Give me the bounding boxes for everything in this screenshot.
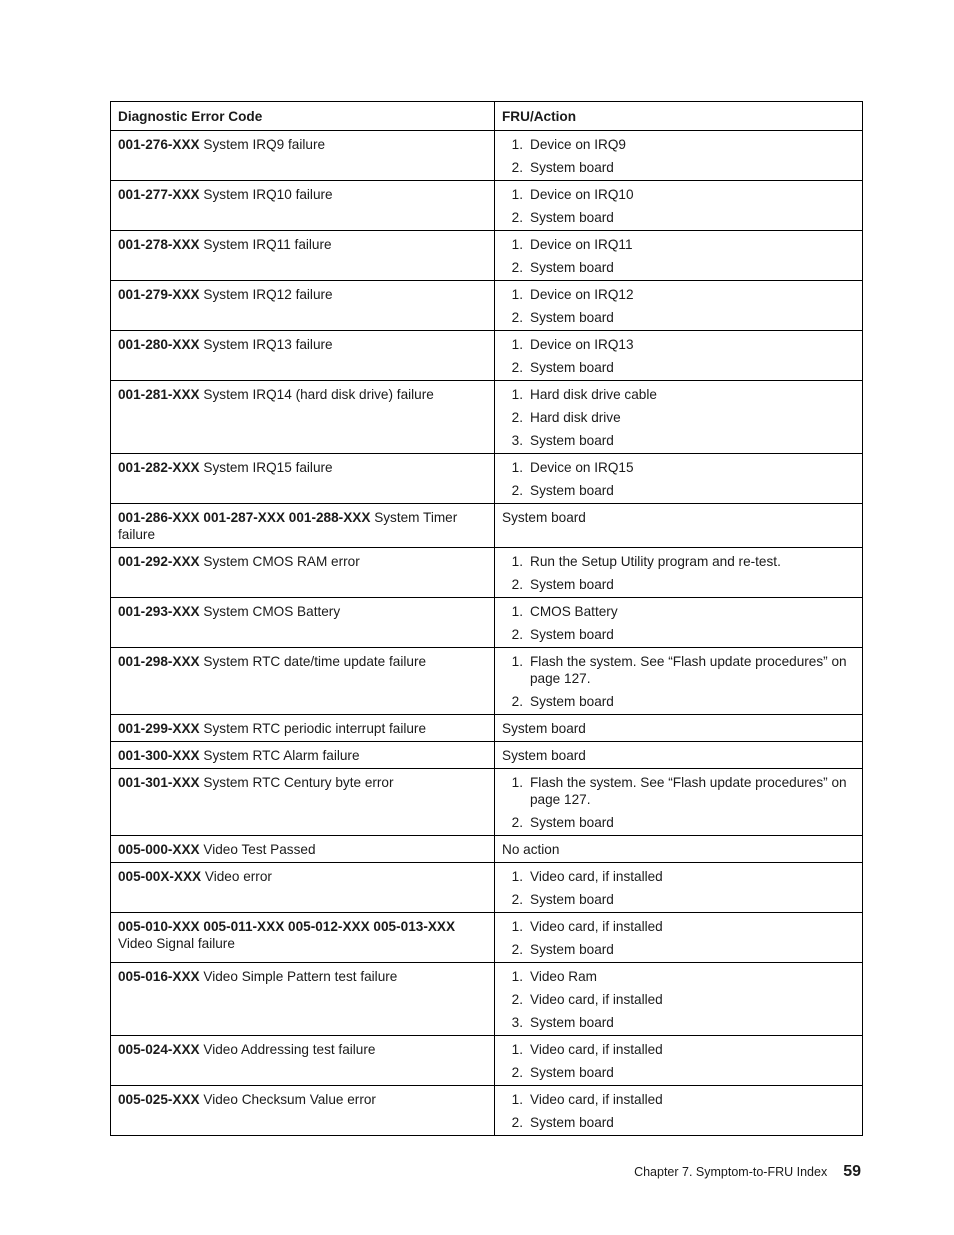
fru-action-item (502, 693, 855, 710)
table-row (111, 598, 863, 648)
table-row (111, 913, 863, 963)
fru-action-text: Video card, if installed (530, 919, 663, 934)
error-code: 001-279-XXX (118, 287, 200, 302)
fru-action-text: System board (502, 721, 586, 736)
error-code: 005-000-XXX (118, 842, 200, 857)
table-row (111, 231, 863, 281)
table-row (111, 1086, 863, 1136)
list-number: 2. (511, 942, 523, 957)
table-header-row (111, 102, 863, 131)
error-description: Video Simple Pattern test failure (203, 969, 398, 984)
fru-action-text: System board (530, 815, 614, 830)
fru-action-item (502, 209, 855, 226)
fru-action-list (502, 136, 855, 176)
list-number: 1. (511, 554, 523, 569)
list-number: 1. (511, 969, 523, 984)
table-row (111, 863, 863, 913)
error-code-cell (111, 231, 495, 281)
list-number: 1. (511, 869, 523, 884)
fru-action-list (502, 186, 855, 226)
fru-action-text: System board (530, 483, 614, 498)
error-description: Video error (204, 869, 272, 884)
list-number: 1. (511, 604, 523, 619)
fru-action-text: Flash the system. See “Flash update procedures” on page 127. (530, 654, 847, 686)
list-number: 2. (511, 694, 523, 709)
list-number: 2. (511, 310, 523, 325)
fru-action-text: System board (530, 210, 614, 225)
fru-action-text: No action (502, 842, 560, 857)
error-code-cell (111, 548, 495, 598)
list-number: 2. (511, 360, 523, 375)
error-code-cell (111, 836, 495, 863)
fru-action-item (502, 968, 855, 985)
fru-action-item (502, 1114, 855, 1131)
fru-action-item (502, 1041, 855, 1058)
error-description: System IRQ13 failure (203, 337, 333, 352)
error-code: 001-298-XXX (118, 654, 200, 669)
error-code-cell (111, 381, 495, 454)
table-row (111, 281, 863, 331)
table-body (111, 131, 863, 1136)
fru-action-item (502, 891, 855, 908)
error-code: 001-276-XXX (118, 137, 200, 152)
list-number: 2. (511, 992, 523, 1007)
fru-action-item (502, 286, 855, 303)
fru-action-cell (495, 742, 863, 769)
table-row (111, 504, 863, 548)
error-code: 005-00X-XXX (118, 869, 202, 884)
fru-action-text: System board (530, 160, 614, 175)
fru-action-item (502, 1064, 855, 1081)
fru-action-cell (495, 598, 863, 648)
fru-action-cell (495, 381, 863, 454)
list-number: 3. (511, 1015, 523, 1030)
page-footer (634, 1163, 861, 1181)
error-description: System RTC Alarm failure (203, 748, 360, 763)
fru-action-text: System board (530, 1115, 614, 1130)
fru-action-item (502, 459, 855, 476)
error-description: System RTC date/time update failure (203, 654, 427, 669)
fru-action-cell (495, 769, 863, 836)
fru-action-list (502, 386, 855, 449)
fru-action-text: Device on IRQ12 (530, 287, 634, 302)
fru-action-item (502, 482, 855, 499)
error-code-cell (111, 913, 495, 963)
table-row (111, 381, 863, 454)
table-row (111, 131, 863, 181)
list-number: 1. (511, 337, 523, 352)
fru-action-item (502, 868, 855, 885)
fru-action-cell (495, 331, 863, 381)
error-code: 001-301-XXX (118, 775, 200, 790)
error-code-table (110, 101, 863, 1136)
table-row (111, 454, 863, 504)
fru-action-list (502, 336, 855, 376)
error-code-cell (111, 1036, 495, 1086)
error-code: 001-299-XXX (118, 721, 200, 736)
chapter-title: Chapter 7. Symptom-to-FRU Index (634, 1165, 828, 1179)
error-code: 005-010-XXX 005-011-XXX 005-012-XXX 005-013-XXX (118, 919, 456, 934)
fru-action-cell (495, 454, 863, 504)
fru-action-cell (495, 231, 863, 281)
error-code: 001-292-XXX (118, 554, 200, 569)
error-code-cell (111, 742, 495, 769)
table-row (111, 836, 863, 863)
column-header-fru-action: FRU/Action (495, 102, 863, 131)
table-row (111, 769, 863, 836)
fru-action-text: Video Ram (530, 969, 597, 984)
fru-action-item (502, 653, 855, 687)
list-number: 1. (511, 387, 523, 402)
error-code: 005-016-XXX (118, 969, 200, 984)
error-code: 001-281-XXX (118, 387, 200, 402)
error-code: 001-286-XXX 001-287-XXX 001-288-XXX (118, 510, 371, 525)
table-row (111, 648, 863, 715)
fru-action-cell (495, 913, 863, 963)
error-code: 001-277-XXX (118, 187, 200, 202)
table-row (111, 331, 863, 381)
fru-action-text: Video card, if installed (530, 1092, 663, 1107)
error-code-cell (111, 281, 495, 331)
fru-action-cell (495, 863, 863, 913)
fru-action-item (502, 359, 855, 376)
error-code-cell (111, 331, 495, 381)
fru-action-cell (495, 504, 863, 548)
fru-action-text: Hard disk drive (530, 410, 621, 425)
list-number: 1. (511, 137, 523, 152)
fru-action-item (502, 309, 855, 326)
fru-action-text: Device on IRQ9 (530, 137, 626, 152)
list-number: 2. (511, 260, 523, 275)
error-code-cell (111, 131, 495, 181)
list-number: 2. (511, 210, 523, 225)
fru-action-item (502, 553, 855, 570)
error-code-cell (111, 181, 495, 231)
error-description: System IRQ14 (hard disk drive) failure (203, 387, 434, 402)
error-code-cell (111, 769, 495, 836)
list-number: 2. (511, 1115, 523, 1130)
error-description: System CMOS Battery (203, 604, 341, 619)
error-description: Video Checksum Value error (203, 1092, 376, 1107)
error-description: System IRQ11 failure (203, 237, 332, 252)
fru-action-list (502, 868, 855, 908)
fru-action-cell (495, 648, 863, 715)
fru-action-text: System board (530, 577, 614, 592)
fru-action-item (502, 186, 855, 203)
table-row (111, 963, 863, 1036)
list-number: 1. (511, 237, 523, 252)
fru-action-item (502, 941, 855, 958)
fru-action-text: Device on IRQ11 (530, 237, 633, 252)
fru-action-item (502, 626, 855, 643)
list-number: 2. (511, 627, 523, 642)
fru-action-text: Device on IRQ13 (530, 337, 634, 352)
fru-action-item (502, 576, 855, 593)
list-number: 1. (511, 1092, 523, 1107)
fru-action-list (502, 774, 855, 831)
error-code-cell (111, 715, 495, 742)
fru-action-item (502, 336, 855, 353)
error-code: 005-025-XXX (118, 1092, 200, 1107)
fru-action-list (502, 653, 855, 710)
error-code: 001-282-XXX (118, 460, 200, 475)
fru-action-cell (495, 963, 863, 1036)
fru-action-item (502, 918, 855, 935)
fru-action-cell (495, 131, 863, 181)
error-description: System Timer failure (118, 510, 458, 542)
fru-action-text: System board (530, 433, 614, 448)
list-number: 1. (511, 187, 523, 202)
fru-action-cell (495, 1086, 863, 1136)
fru-action-item (502, 1014, 855, 1031)
fru-action-item (502, 774, 855, 808)
fru-action-item (502, 136, 855, 153)
fru-action-text: System board (530, 310, 614, 325)
error-code: 005-024-XXX (118, 1042, 200, 1057)
error-code-cell (111, 598, 495, 648)
fru-action-text: System board (530, 1015, 614, 1030)
fru-action-text: System board (530, 694, 614, 709)
table-row (111, 548, 863, 598)
fru-action-text: Video card, if installed (530, 992, 663, 1007)
error-description: Video Test Passed (203, 842, 316, 857)
error-code-cell (111, 504, 495, 548)
fru-action-text: Device on IRQ10 (530, 187, 634, 202)
list-number: 3. (511, 433, 523, 448)
table-row (111, 742, 863, 769)
list-number: 2. (511, 892, 523, 907)
fru-action-text: System board (530, 260, 614, 275)
fru-action-item (502, 386, 855, 403)
fru-action-item (502, 1091, 855, 1108)
fru-action-cell (495, 836, 863, 863)
error-code: 001-278-XXX (118, 237, 200, 252)
fru-action-text: Hard disk drive cable (530, 387, 657, 402)
fru-action-text: System board (502, 748, 586, 763)
error-code: 001-280-XXX (118, 337, 200, 352)
fru-action-list (502, 553, 855, 593)
fru-action-list (502, 1091, 855, 1131)
table-row (111, 715, 863, 742)
list-number: 1. (511, 287, 523, 302)
fru-action-item (502, 259, 855, 276)
fru-action-cell (495, 181, 863, 231)
error-description: System IRQ10 failure (203, 187, 333, 202)
list-number: 1. (511, 1042, 523, 1057)
error-code: 001-293-XXX (118, 604, 200, 619)
fru-action-text: System board (530, 892, 614, 907)
fru-action-cell (495, 1036, 863, 1086)
fru-action-text: System board (530, 360, 614, 375)
error-code-cell (111, 863, 495, 913)
error-description: System RTC Century byte error (203, 775, 394, 790)
fru-action-list (502, 459, 855, 499)
fru-action-cell (495, 548, 863, 598)
fru-action-text: System board (530, 1065, 614, 1080)
page-number: 59 (843, 1163, 861, 1180)
list-number: 2. (511, 1065, 523, 1080)
fru-action-item (502, 236, 855, 253)
error-code: 001-300-XXX (118, 748, 200, 763)
table-row (111, 1036, 863, 1086)
list-number: 1. (511, 919, 523, 934)
fru-action-text: System board (530, 942, 614, 957)
error-description: System RTC periodic interrupt failure (203, 721, 427, 736)
error-description: Video Addressing test failure (203, 1042, 376, 1057)
fru-action-list (502, 918, 855, 958)
list-number: 2. (511, 410, 523, 425)
list-number: 1. (511, 654, 523, 669)
error-code-cell (111, 1086, 495, 1136)
error-description: System IRQ12 failure (203, 287, 333, 302)
fru-action-item (502, 991, 855, 1008)
list-number: 2. (511, 815, 523, 830)
error-code-cell (111, 454, 495, 504)
fru-action-text: System board (530, 627, 614, 642)
fru-action-text: Run the Setup Utility program and re-test. (530, 554, 781, 569)
list-number: 2. (511, 160, 523, 175)
fru-action-text: Video card, if installed (530, 1042, 663, 1057)
fru-action-item (502, 159, 855, 176)
fru-action-list (502, 968, 855, 1031)
error-description: System CMOS RAM error (203, 554, 360, 569)
list-number: 1. (511, 460, 523, 475)
fru-action-list (502, 1041, 855, 1081)
fru-action-list (502, 603, 855, 643)
column-header-diagnostic-code: Diagnostic Error Code (111, 102, 495, 131)
error-description: System IRQ15 failure (203, 460, 333, 475)
fru-action-list (502, 286, 855, 326)
error-description: Video Signal failure (118, 936, 235, 951)
fru-action-item (502, 409, 855, 426)
list-number: 1. (511, 775, 523, 790)
fru-action-text: Video card, if installed (530, 869, 663, 884)
list-number: 2. (511, 577, 523, 592)
fru-action-text: System board (502, 510, 586, 525)
fru-action-item (502, 814, 855, 831)
error-code-cell (111, 963, 495, 1036)
fru-action-cell (495, 715, 863, 742)
list-number: 2. (511, 483, 523, 498)
error-description: System IRQ9 failure (203, 137, 326, 152)
fru-action-list (502, 236, 855, 276)
fru-action-item (502, 432, 855, 449)
fru-action-text: Flash the system. See “Flash update procedures” on page 127. (530, 775, 847, 807)
fru-action-item (502, 603, 855, 620)
fru-action-text: CMOS Battery (530, 604, 618, 619)
table-row (111, 181, 863, 231)
fru-action-cell (495, 281, 863, 331)
fru-action-text: Device on IRQ15 (530, 460, 634, 475)
error-code-cell (111, 648, 495, 715)
